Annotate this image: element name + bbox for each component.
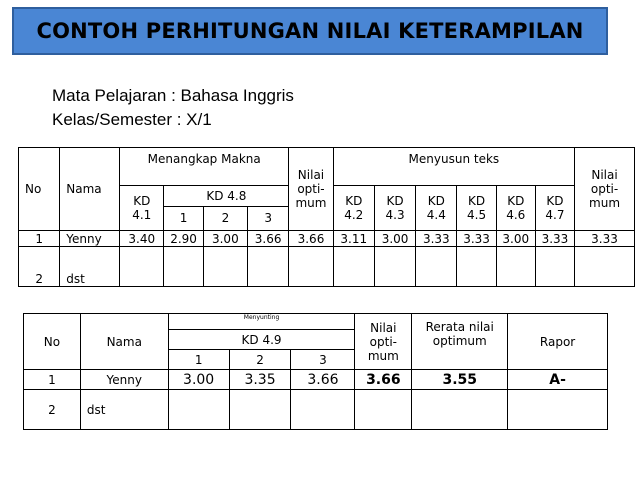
- header-menyunting: Menyunting: [168, 314, 355, 330]
- table-row: 2 dst: [19, 247, 635, 287]
- table-header-row: [24, 314, 608, 330]
- table-row: 2 dst: [24, 390, 608, 430]
- kd48-sub-2: 2: [204, 207, 248, 230]
- table-row: 1 Yenny 3.40 2.90 3.00 3.66 3.66 3.11 3.00 3.33 3.33 3.00 3.33 3.33: [19, 231, 635, 247]
- page-title: CONTOH PERHITUNGAN NILAI KETERAMPILAN: [36, 19, 584, 43]
- header-no: No: [24, 314, 81, 370]
- class-semester-label: Kelas/Semester : X/1: [52, 110, 212, 129]
- header-nama: Nama: [60, 148, 120, 231]
- header-menangkap-makna: Menangkap Makna: [120, 148, 289, 186]
- skills-score-table: [18, 147, 635, 287]
- editing-score-table: [23, 313, 608, 430]
- title-banner: [12, 7, 608, 55]
- header-nama: Nama: [80, 314, 168, 370]
- kd49-sub-3: 3: [291, 350, 355, 370]
- table-header-row: [19, 148, 635, 186]
- header-kd-4-9: KD 4.9: [168, 330, 355, 350]
- header-kd-4-2: KD 4.2: [333, 186, 374, 231]
- header-kd-4-6: KD 4.6: [496, 186, 535, 231]
- header-rapor: Rapor: [508, 314, 608, 370]
- header-rerata-nilai-optimum: Rerata nilai optimum: [412, 314, 508, 370]
- table-row: 1 Yenny 3.00 3.35 3.66 3.66 3.55 A-: [24, 370, 608, 390]
- kd48-sub-3: 3: [264, 211, 272, 225]
- header-nilai-optimum-2: Nilai opti- mum: [575, 148, 635, 231]
- kd48-sub-1: 1: [164, 207, 203, 230]
- header-nilai-optimum-1: Nilai opti- mum: [289, 148, 333, 231]
- header-kd-4-7: KD 4.7: [535, 186, 574, 231]
- header-no: No: [19, 148, 60, 231]
- header-kd-4-1: KD 4.1: [120, 186, 164, 231]
- header-nilai-optimum: Nilai opti- mum: [355, 314, 412, 370]
- header-kd-4-3: KD 4.3: [374, 186, 415, 231]
- kd49-sub-1: 1: [168, 350, 229, 370]
- subject-label: Mata Pelajaran : Bahasa Inggris: [52, 86, 294, 105]
- header-kd-4-4: KD 4.4: [416, 186, 457, 231]
- kd49-sub-2: 2: [229, 350, 291, 370]
- header-menyusun-teks: Menyusun teks: [333, 148, 574, 186]
- header-kd-4-5: KD 4.5: [457, 186, 496, 231]
- header-kd-4-8: KD 4.8 1 2 3: [164, 186, 289, 231]
